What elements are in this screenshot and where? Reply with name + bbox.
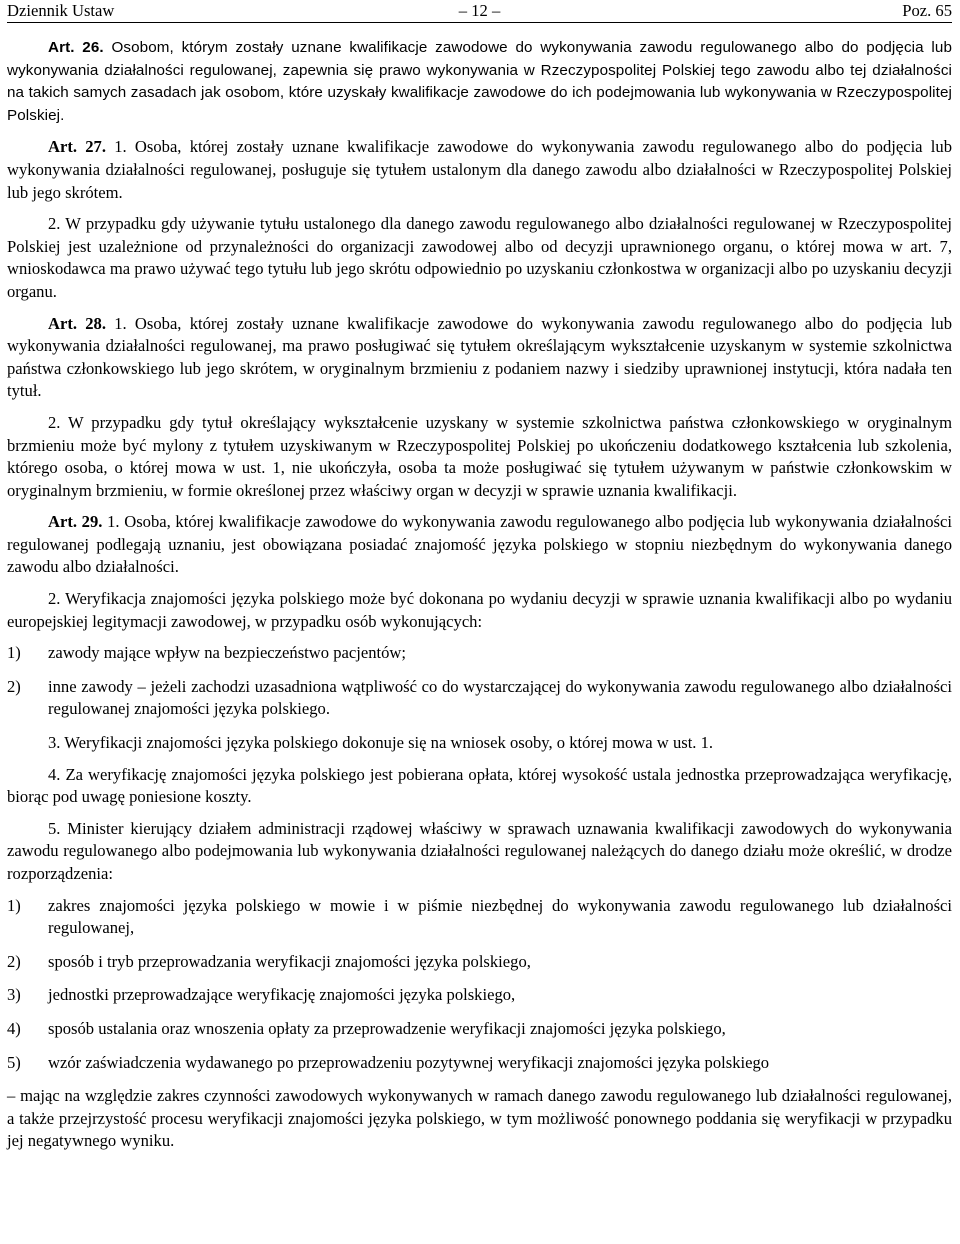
list-item-number: 4) [7,1018,21,1038]
list-item-number: 2) [7,951,21,971]
list-item-number: 1) [7,895,21,915]
list-item-text: sposób ustalania oraz wnoszenia opłaty za przeprowadzenie weryfikacji znajomości języka polskiego, [48,1018,726,1038]
article-29-closing: – mając na względzie zakres czynności zawodowych wykonywanych w ramach danego zawodu regulowanego lub działalności regulowanej, a także przejrzystość procesu weryfikacji znajomości języka polskiego, w tym możliwość ponownego poddania się weryfikacji w przypadku jej negatywnego wyniku. [7,1086,952,1151]
article-28-para-1 [7,313,952,403]
list-item [7,984,952,1007]
page-number: – 12 – [458,1,501,20]
list-item [7,1052,952,1075]
list-item-text: inne zawody – jeżeli zachodzi uzasadniona wątpliwość co do wystarczającej do wykonywania zawodu regulowanego albo działalności regulowanej znajomości języka polskiego. [48,676,952,719]
article-26-text: Osobom, którym zostały uznane kwalifikacje zawodowe do wykonywania zawodu regulowanego albo do podjęcia lub wykonywania działalności regulowanej, zapewnia się prawo wykonywania w Rzeczypospolitej Polskiej tego zawodu albo tej działalności na takich samych zasadach jak osobom, które uzyskały kwalifikacje zawodowe do ich podejmowania lub wykonywania w Rzeczypospolitej Polskiej. [7,39,952,124]
list-item-number: 2) [7,676,21,696]
list-item-number: 1) [7,643,21,663]
list-item [7,1018,952,1041]
article-29-para-5: 5. Minister kierujący działem administracji rządowej właściwy w sprawach uznawania kwalifikacji zawodowych do wykonywania zawodu regulowanego albo podejmowania lub wykonywania działalności regulowanej należących do danego działu może określić, w drodze rozporządzenia: [7,818,952,883]
article-29-para-1-text: 1. Osoba, której kwalifikacje zawodowe do wykonywania zawodu regulowanego albo podjęcia lub wykonywania działalności regulowanej podlegają uznaniu, jest obowiązana posiadać znajomość języka polskiego w stopniu niezbędnym do wykonywania danego zawodu albo działalności. [7,512,952,577]
list-item-text: wzór zaświadczenia wydawanego po przeprowadzeniu pozytywnej weryfikacji znajomości języka polskiego [48,1052,770,1072]
page-header [7,0,952,23]
article-29-para-1 [7,511,952,579]
article-29-para-4: 4. Za weryfikację znajomości języka polskiego jest pobierana opłata, której wysokość ustala jednostka przeprowadzająca weryfikację, biorąc pod uwagę poniesione koszty. [7,764,952,807]
article-29-para-2: 2. Weryfikacja znajomości języka polskiego może być dokonana po wydaniu decyzji w sprawie uznania kwalifikacji albo po wydaniu europejskiej legitymacji zawodowej, w przypadku osób wykonujących: [7,589,952,631]
article-26 [7,37,952,127]
list-item-number: 5) [7,1052,21,1072]
list-item-text: zawody mające wpływ na bezpieczeństwo pacjentów; [48,643,406,663]
article-29-label: Art. 29. [48,512,103,532]
article-29-para-3: 3. Weryfikacji znajomości języka polskiego dokonuje się na wniosek osoby, o której mowa w ust. 1. [48,733,714,753]
journal-title: Dziennik Ustaw [7,1,115,20]
list-item [7,951,952,974]
article-28-para-1-text: 1. Osoba, której zostały uznane kwalifikacje zawodowe do wykonywania zawodu regulowanego albo do podjęcia lub wykonywania działalności regulowanej, ma prawo posługiwać się tytułem określającym wykształcenie uzyskanym w systemie szkolnictwa państwa członkowskiego lub jego skrótem, w oryginalnym brzmieniu z podaniem nazwy i siedziby uprawnionej instytucji, która nadała ten tytuł. [7,313,952,401]
article-27-label: Art. 27. [48,137,106,157]
article-27-para-2: 2. W przypadku gdy używanie tytułu ustalonego dla danego zawodu regulowanego albo działalności regulowanej w Rzeczypospolitej Polskiej jest uzależnione od przynależności do organizacji zawodowej albo od decyzji uprawnionego organu, o której mowa w art. 7, wnioskodawca ma prawo używać tego tytułu lub jego skrótu odpowiednio po uzyskaniu członkostwa w organizacji albo po uzyskaniu decyzji organu. [7,214,952,301]
list-item [7,895,952,940]
article-27-para-1-text: 1. Osoba, której zostały uznane kwalifikacje zawodowe do wykonywania zawodu regulowanego albo do podjęcia lub wykonywania działalności regulowanej, posługuje się tytułem ustalonym dla danego zawodu albo działalności w Rzeczypospolitej Polskiej lub jego skrótem. [7,137,952,202]
list-item-text: zakres znajomości języka polskiego w mowie i w piśmie niezbędnej do wykonywania zawodu regulowanego lub działalności regulowanej, [48,895,952,938]
article-26-label: Art. 26. [48,39,104,56]
list-item [7,676,952,721]
list-item-text: jednostki przeprowadzające weryfikację znajomości języka polskiego, [48,985,516,1005]
article-28-label: Art. 28. [48,313,106,333]
list-item [7,642,952,665]
position-number: Poz. 65 [902,1,952,20]
article-27-para-1 [7,136,952,204]
list-item-text: sposób i tryb przeprowadzania weryfikacji znajomości języka polskiego, [48,951,531,971]
article-28-para-2: 2. W przypadku gdy tytuł określający wykształcenie uzyskany w systemie szkolnictwa państwa członkowskiego w oryginalnym brzmieniu może być mylony z tytułem uzyskiwanym w Rzeczypospolitej Polskiej po ukończeniu dodatkowego kształcenia lub szkolenia, którego osoba, o której mowa w ust. 1, nie ukończyła, osoba ta może posługiwać się tytułem używanym w państwie członkowskim w oryginalnym brzmieniu, w formie określonej przez właściwy organ w decyzji w sprawie uznania kwalifikacji. [7,412,952,500]
list-item-number: 3) [7,985,21,1005]
